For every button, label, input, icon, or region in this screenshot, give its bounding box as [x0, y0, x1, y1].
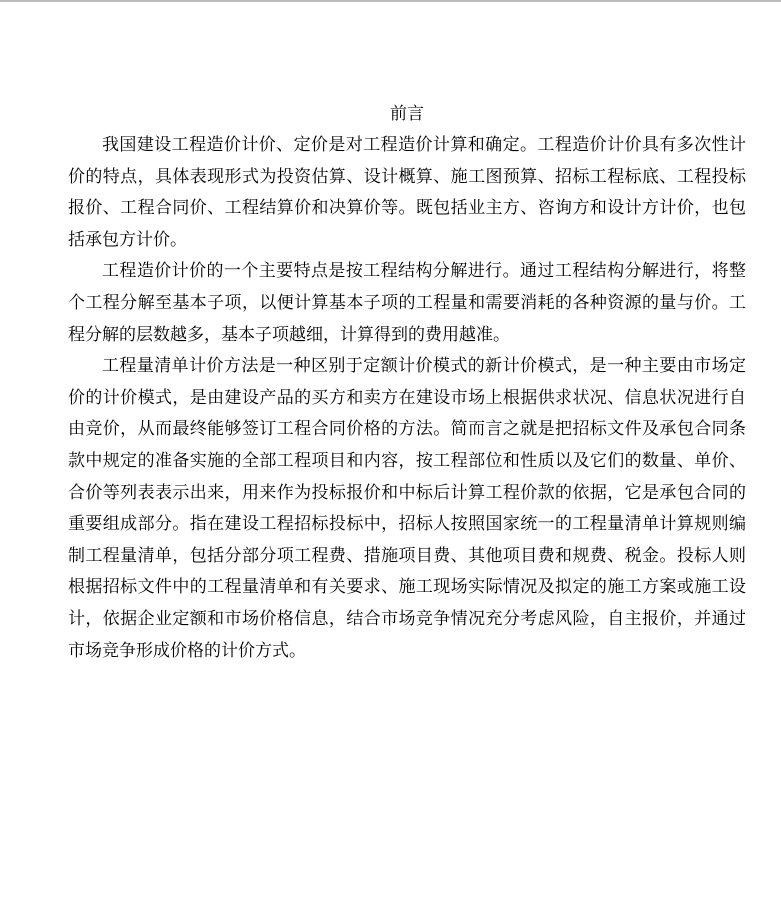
- paragraph-3: 工程量清单计价方法是一种区别于定额计价模式的新计价模式，是一种主要由市场定价的计价模式，是由建设产品的买方和卖方在建设市场上根据供求状况、信息状况进行自由竞价，从而最终能够签订工程合同价格的方法。简而言之就是把招标文件及承包合同条款中规定的准备实施的全部工程项目和内容，按工程部位和性质以及它们的数量、单价、合价等列表表示出来，用来作为投标报价和中标后计算工程价款的依据，它是承包合同的重要组成部分。指在建设工程招标投标中，招标人按照国家统一的工程量清单计算规则编制工程量清单，包括分部分项工程费、措施项目费、其他项目费和规费、税金。投标人则根据招标文件中的工程量清单和有关要求、施工现场实际情况及拟定的施工方案或施工设计，依据企业定额和市场价格信息，结合市场竞争情况充分考虑风险，自主报价，并通过市场竞争形成价格的计价方式。: [68, 356, 746, 661]
- top-border-line: [0, 0, 781, 2]
- paragraph-2: 工程造价计价的一个主要特点是按工程结构分解进行。通过工程结构分解进行，将整个工程分解至基本子项，以便计算基本子项的工程量和需要消耗的各种资源的量与价。工程分解的层数越多，基本子项越细，计算得到的费用越准。: [68, 261, 746, 345]
- document-page: [68, 98, 746, 667]
- page-title: 前言: [390, 104, 424, 124]
- paragraph-1: 我国建设工程造价计价、定价是对工程造价计算和确定。工程造价计价具有多次性计价的特点，具体表现形式为投资估算、设计概算、施工图预算、招标工程标底、工程投标报价、工程合同价、工程结算价和决算价等。既包括业主方、咨询方和设计方计价，也包括承包方计价。: [68, 135, 746, 250]
